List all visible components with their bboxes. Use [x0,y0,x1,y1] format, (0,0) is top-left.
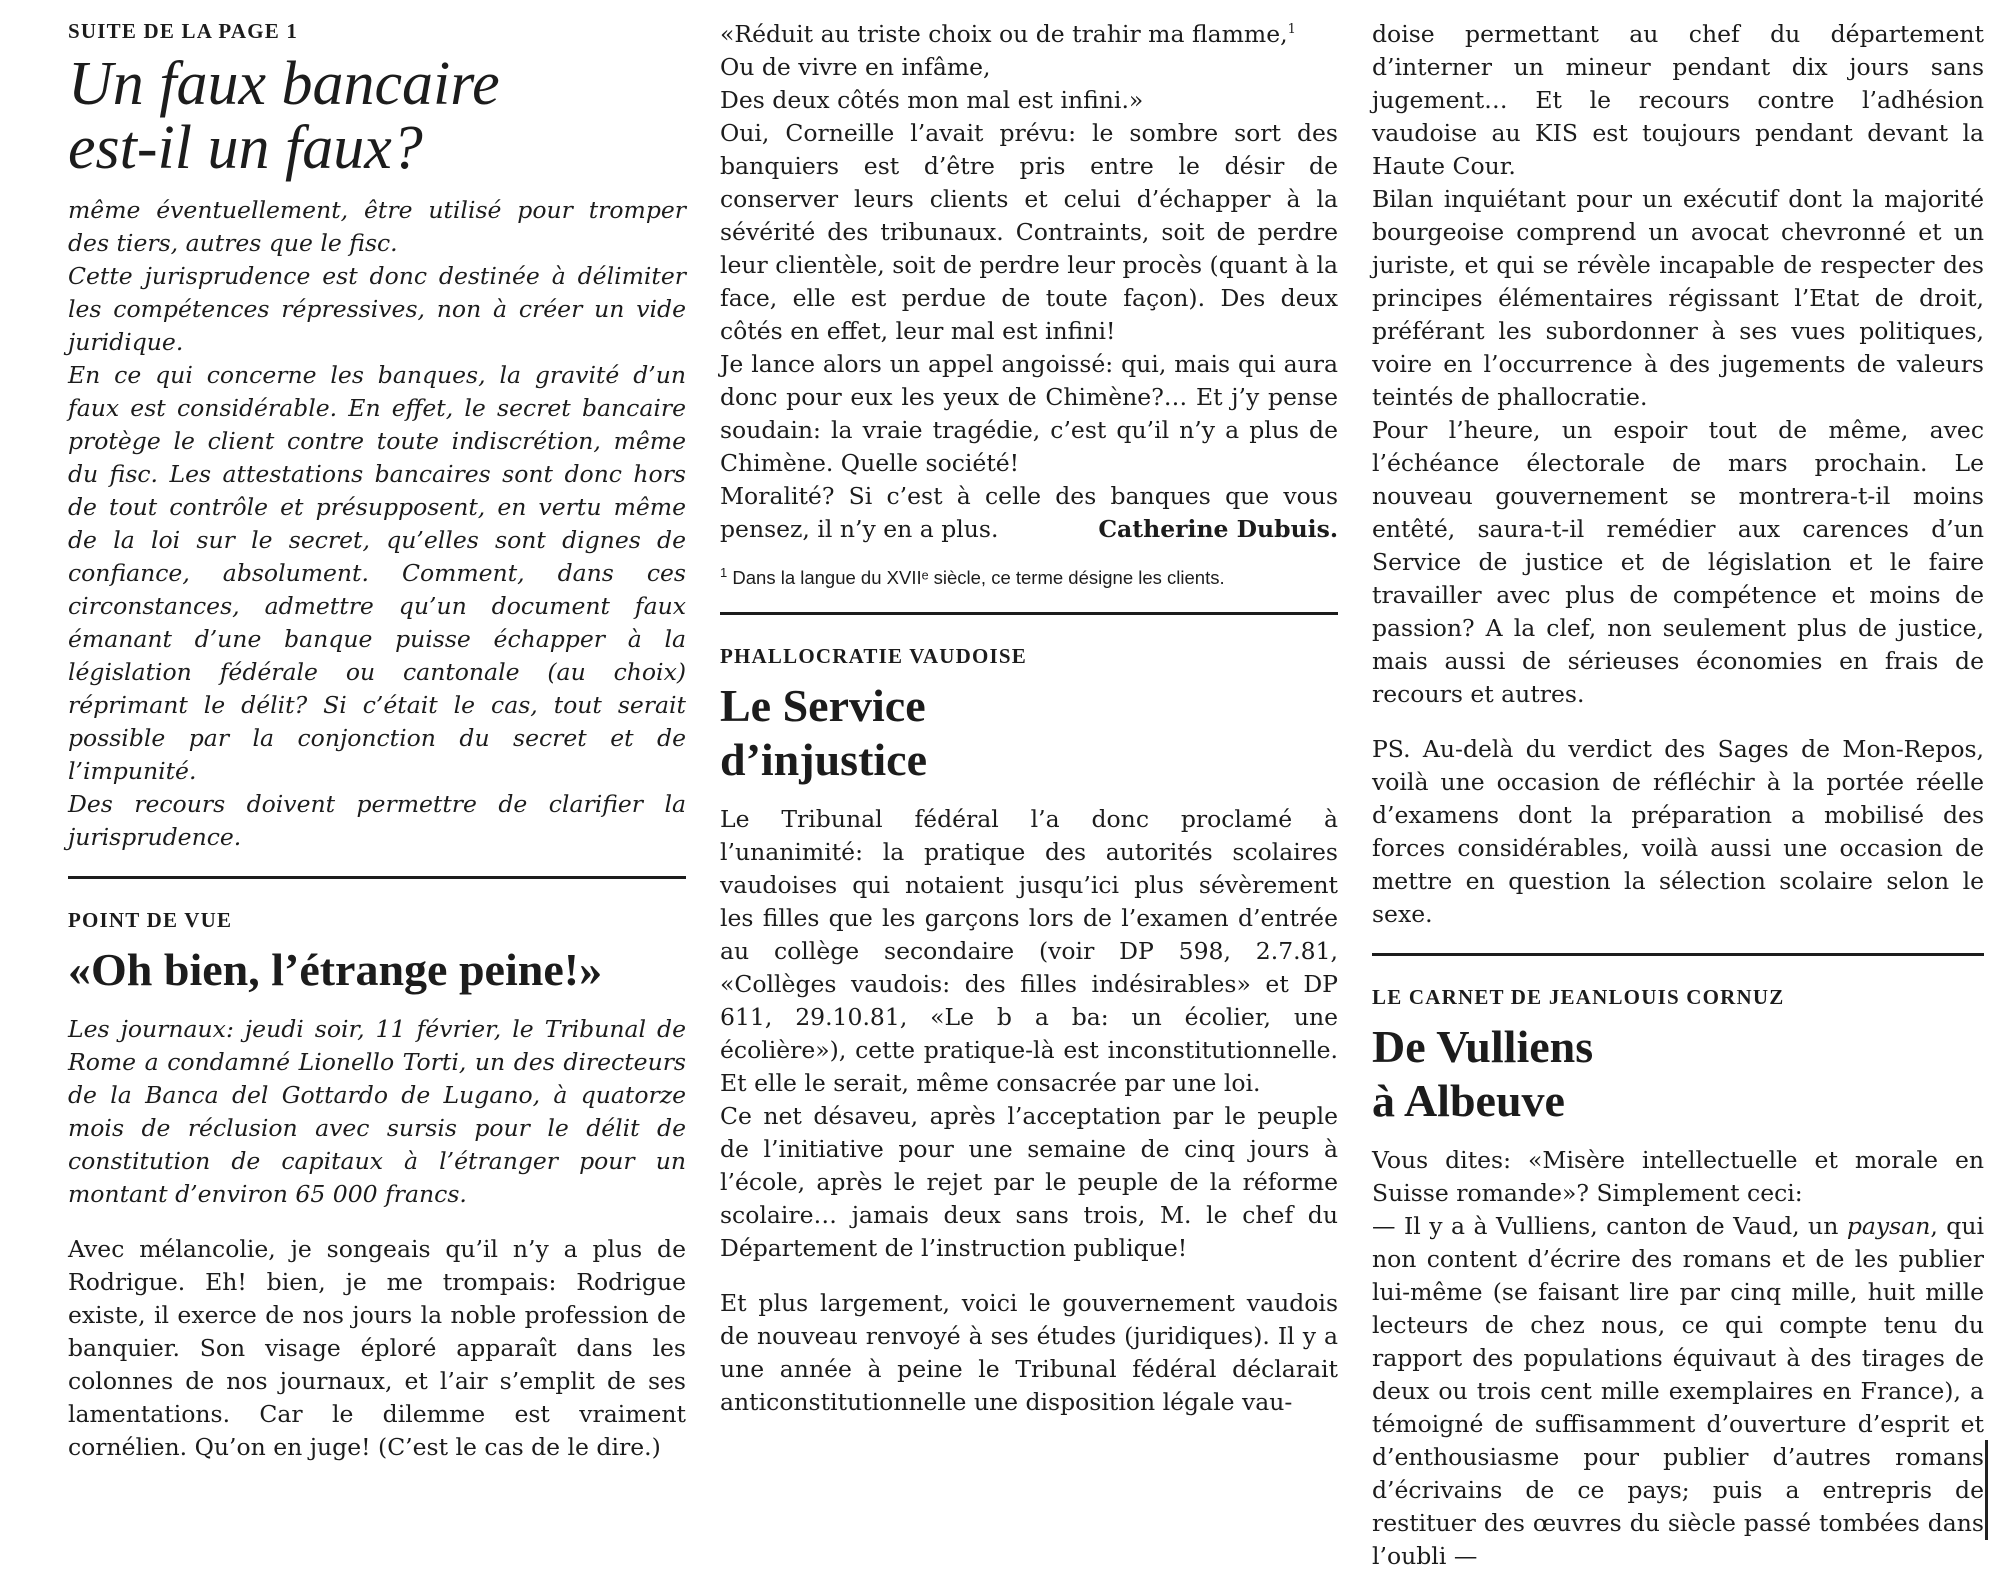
title-line: Un faux bancaire [68,50,500,118]
article-paragraph: — Il y a à Vulliens, canton de Vaud, un paysan, qui non content d’écrire des romans et de les publier lui-même (se faisant lire par cinq mille, huit mille lecteurs de chez nous, ce qui compte tenu du rapport des populations équivaut à des tirages de deux ou trois cent mille exemplaires en France), a témoigné de suffisamment d’ouverture d’esprit et d’enthousiasme pour publier d’autres romans d’écrivains de ce pays; puis a entrepris de restituer des œuvres du siècle passé tombées dans l’oubli — [1372,1212,1984,1570]
section-kicker: LE CARNET DE JEANLOUIS CORNUZ [1372,985,1785,1009]
footnote-ref: 1 [1287,22,1296,38]
footnote: $^1$ Dans la langue du XVIIᵉ siècle, ce terme désigne les clients. [720,564,1225,588]
scan-edge-mark [1985,1440,1988,1540]
article-paragraph: Bilan inquiétant pour un exécutif dont la majorité bourgeoise comprend un avocat chevronné et un juriste, et qui se révèle incapable de respecter des principes élémentaires régissant l’Etat de droit, préférant les subordonner à ses vues politiques, voire en l’occurrence à des jugements de valeurs teintés de phallocratie. [1372,185,1984,411]
section-divider [68,876,686,879]
article-paragraph: Vous dites: «Misère intellectuelle et morale en Suisse romande»? Simplement ceci: [1372,1146,1984,1207]
verse-line: Des deux côtés mon mal est infini.» [720,86,1144,114]
article-paragraph: Avec mélancolie, je songeais qu’il n’y a plus de Rodrigue. Eh! bien, je me trompais: Rodrigue existe, il exerce de nos jours la noble profession de banquier. Son visage éploré apparaît dans les colonnes de nos journaux, et l’air s’emplit de ses lamentations. Car le dilemme est vraiment cornélien. Qu’on en juge! (C’est le cas de le dire.) [68,1235,686,1461]
article-title [68,52,686,180]
title-line: d’injustice [720,734,927,785]
article-title: «Oh bien, l’étrange peine!» [68,944,603,995]
article-lead: Les journaux: jeudi soir, 11 février, le Tribunal de Rome a condamné Lionello Torti, un des directeurs de la Banca del Gottardo de Lugano, à quatorze mois de réclusion avec sursis pour le délit de constitution de capitaux à l’étranger pour un montant d’environ 65 000 francs. [68,1015,686,1208]
title-line: Le Service [720,680,926,731]
author-signature: Catherine Dubuis. [1098,515,1338,543]
section-divider [1372,953,1984,956]
article-paragraph: Le Tribunal fédéral l’a donc proclamé à l’unanimité: la pratique des autorités scolaires vaudoises qui notaient jusqu’ici plus sévèrement les filles que les garçons lors de l’examen d’entrée au collège secondaire (voir DP 598, 2.7.81, «Collèges vaudois: des filles indésirables» et DP 611, 29.10.81, «Le b a ba: un écolier, une écolière»), cette pratique-là est inconstitutionnelle. Et elle le serait, même consacrée par une loi. [720,805,1338,1097]
article-paragraph: En ce qui concerne les banques, la gravité d’un faux est considérable. En effet, le secret bancaire protège le client contre toute indiscrétion, même du fisc. Les attestations bancaires sont donc hors de tout contrôle et présupposent, en vertu même de la loi sur le secret, qu’elles sont dignes de confiance, absolument. Comment, dans ces circonstances, admettre qu’un document faux émanant d’une banque puisse échapper à la législation fédérale ou cantonale (au choix) réprimant le délit? Si c’était le cas, tout serait possible par la conjonction du secret et de l’impunité. [68,361,686,785]
section-kicker: POINT DE VUE [68,908,233,932]
verse-line: «Réduit au triste choix ou de trahir ma flamme,$^1$ [720,20,1296,48]
article-paragraph: Moralité? Si c’est à celle des banques que vous pensez, il n’y en a plus. Catherine Dubuis. [720,480,1338,546]
article-paragraph: doise permettant au chef du département d’interner un mineur pendant dix jours sans jugement… Et le recours contre l’adhésion vaudoise au KIS est toujours pendant devant la Haute Cour. [1372,20,1984,180]
article-paragraph: Je lance alors un appel angoissé: qui, mais qui aura donc pour eux les yeux de Chimène?… Et j’y pense soudain: la vraie tragédie, c’est qu’il n’y a plus de Chimène. Quelle société! [720,350,1338,477]
article-paragraph: Et plus largement, voici le gouvernement vaudois de nouveau renvoyé à ses études (juridiques). Il y a une année à peine le Tribunal fédéral déclarait anticonstitutionnelle une disposition légale vau- [720,1289,1338,1416]
article-paragraph: Oui, Corneille l’avait prévu: le sombre sort des banquiers est d’être pris entre le désir de conserver leurs clients et celui d’échapper à la sévérité des tribunaux. Contraints, soit de perdre leur clientèle, soit de perdre leur procès (quant à la face, elle est perdue de toute façon). Des deux côtés en effet, leur mal est infini! [720,119,1338,345]
article-paragraph: même éventuellement, être utilisé pour tromper des tiers, autres que le fisc. [68,196,686,257]
article-title [720,679,1338,787]
section-divider [720,612,1338,615]
article-title [1372,1020,1984,1128]
column-left [68,18,686,1464]
title-line: De Vulliens [1372,1021,1594,1072]
article-paragraph: Des recours doivent permettre de clarifier la jurisprudence. [68,790,686,851]
postscript: PS. Au-delà du verdict des Sages de Mon-Repos, voilà une occasion de réfléchir à la portée réelle d’examens dont la préparation a mobilisé des forces considérables, voilà aussi une occasion de mettre en question la sélection scolaire selon le sexe. [1372,735,1984,928]
section-kicker: PHALLOCRATIE VAUDOISE [720,644,1028,668]
column-middle [720,18,1338,1419]
article-paragraph: Cette jurisprudence est donc destinée à délimiter les compétences répressives, non à créer un vide juridique. [68,262,686,356]
section-kicker: SUITE DE LA PAGE 1 [68,19,299,43]
title-line: est-il un faux? [68,114,423,182]
article-paragraph: Pour l’heure, un espoir tout de même, avec l’échéance électorale de mars prochain. Le nouveau gouvernement se montrera-t-il moins entêté, saura-t-il remédier aux carences d’un Service de justice et de législation et le faire travailler avec plus de compétence et moins de passion? A la clef, non seulement plus de justice, mais aussi de sérieuses économies en frais de recours et autres. [1372,416,1984,708]
article-paragraph: Ce net désaveu, après l’acceptation par le peuple de l’initiative pour une semaine de cinq jours à l’école, après le rejet par le peuple de la réforme scolaire… jamais deux sans trois, M. le chef du Département de l’instruction publique! [720,1102,1338,1262]
column-right [1372,18,1984,1573]
title-line: à Albeuve [1372,1075,1565,1126]
verse-line: Ou de vivre en infâme, [720,53,991,81]
